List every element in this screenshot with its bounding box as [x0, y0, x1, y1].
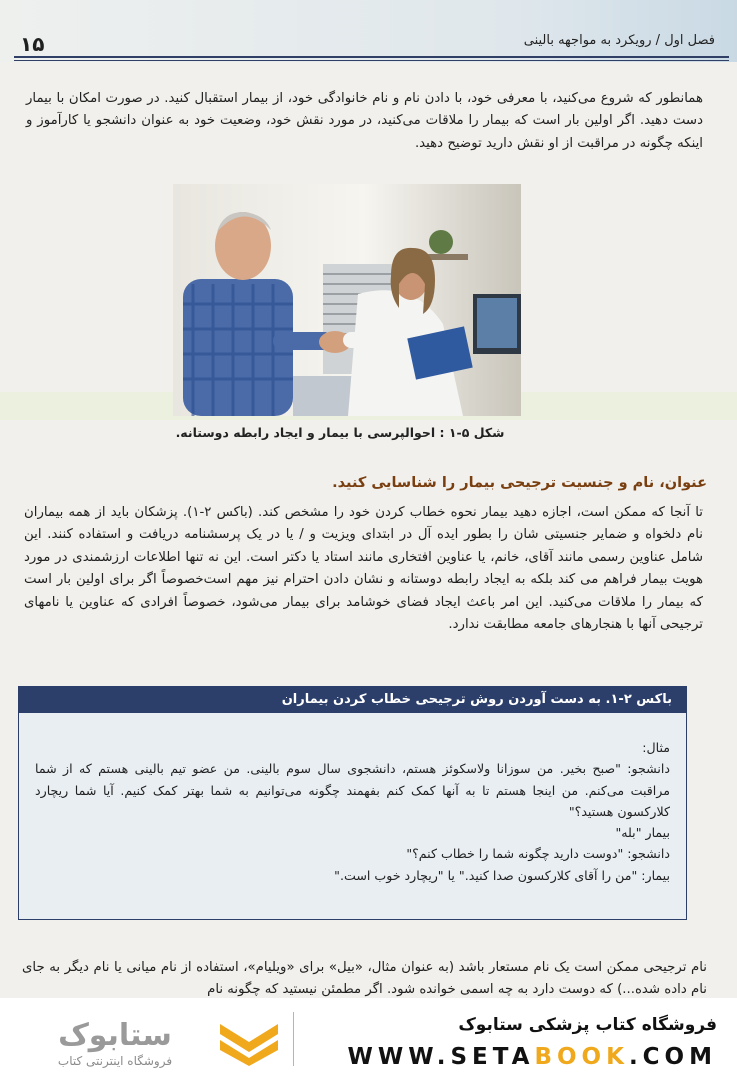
figure-caption: شکل ۵-۱ : احوالپرسی با بیمار و ایجاد رابطه دوستانه. [175, 425, 505, 440]
store-name: فروشگاه کتاب پزشکی ستابوک [458, 1015, 717, 1035]
box-line: بیمار "بله" [615, 825, 670, 841]
running-title: فصل اول / رویکرد به مواجهه بالینی [523, 33, 715, 48]
header-rule [14, 56, 729, 58]
store-url[interactable] [348, 1044, 717, 1070]
logo-wordmark: ستابوک [58, 1018, 172, 1053]
page-header [0, 0, 737, 62]
header-rule-thin [14, 60, 729, 61]
box-title: باکس ۲-۱. به دست آوردن روش ترجیحی خطاب کردن بیماران [19, 687, 686, 713]
figure-photo [173, 184, 521, 416]
box-line: دانشجو: "صبح بخیر. من سوزانا ولاسکوئز هستم، دانشجوی سال سوم بالینی. من عضو تیم بالینی هستم که از شما مراقبت می‌کنم. من اینجا هستم تا به آنها کمک کنم بفهمند چگونه می‌توانیم به شما بهتر کمک کنیم. آیا شما ریچارد کلارکسون هستید؟" [35, 761, 670, 819]
footer-divider [293, 1012, 294, 1066]
closing-paragraph: نام ترجیحی ممکن است یک نام مستعار باشد (به عنوان مثال، «بیل» برای «ویلیام»، استفاده از نام میانی یا نام دیگر به جای نام داده شده...) که دوست دارد به چه اسمی خوانده شود. اگر مطمئن نیستید که چگونه نام [22, 960, 707, 998]
url-prefix: WWW.SETA [347, 1044, 535, 1070]
intro-paragraph: همانطور که شروع می‌کنید، با معرفی خود، با دادن نام و نام خانوادگی خود، از بیمار استقبال کنید. در صورت امکان با بیمار دست دهید. اگر اولین بار است که بیمار را ملاقات می‌کنید، در مورد نقش خود، وضعیت خود به عنوان دانشجو یا کارآموز و اینکه چگونه در مراقبت از او نقش دارید توضیح دهید. [26, 91, 703, 151]
store-footer [0, 998, 737, 1080]
section-heading: عنوان، نام و جنسیت ترجیحی بیمار را شناسایی کنید. [332, 475, 707, 491]
box-line: بیمار: "من را آقای کلارکسون صدا کنید." یا "ریچارد خوب است." [334, 867, 670, 883]
box-line: مثال: [642, 740, 670, 755]
handshake-photo-illustration [173, 184, 521, 416]
logo-subtitle: فروشگاه اینترنتی کتاب [57, 1054, 173, 1068]
url-highlight: BOOK [534, 1044, 629, 1070]
info-box [18, 686, 687, 920]
url-suffix: .COM [628, 1044, 717, 1070]
box-body [35, 737, 670, 886]
box-line: دانشجو: "دوست دارید چگونه شما را خطاب کنم؟" [406, 846, 670, 862]
page-number: ۱۵ [20, 32, 45, 56]
section-paragraph: تا آنجا که ممکن است، اجازه دهید بیمار نحوه خطاب کردن خود را مشخص کند. (باکس ۲-۱). پزشکان باید از همه بیماران نام دلخواه و ضمایر جنسیتی شان را بطور ایده آل در ابتدای ویزیت و / یا در یک پرسشنامه دریافت و استفاده کنند. این شامل عناوین رسمی مانند آقای، خانم، یا عناوین افتخاری مانند استاد یا دکتر است. این نه تنها اطلاعات ارزشمندی در مورد هویت بیمار فراهم می کند بلکه به ایجاد رابطه دوستانه و نشان دادن احترام نیز مهم است‌خصوصاً اگر برای اولین بار است که بیمار را ملاقات می‌کنید. این امر باعث ایجاد فضای خوشامد برای بیمار می‌شود، خصوصاً افرادی که عناوین یا نامهای ترجیحی آنها با هنجارهای جامعه مطابقت ندارد. [24, 505, 703, 633]
chevron-logo-icon [216, 1020, 282, 1066]
